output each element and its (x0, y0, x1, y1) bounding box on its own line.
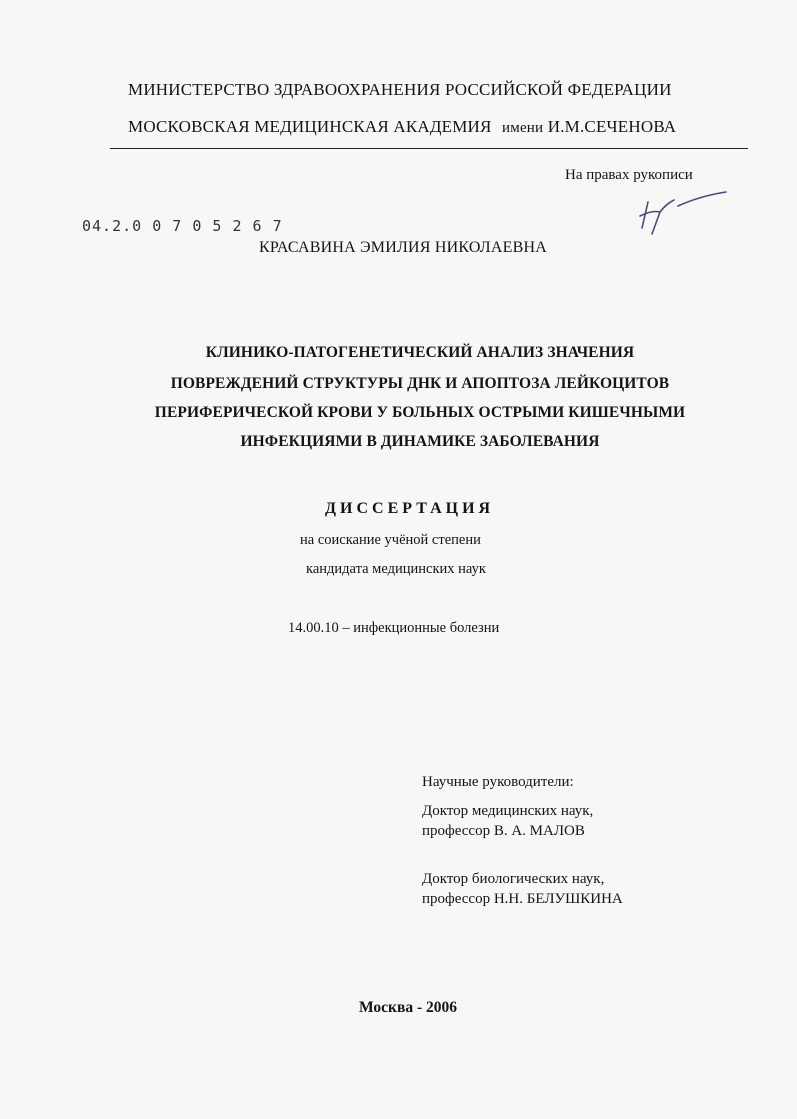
city-year: Москва - 2006 (359, 999, 458, 1016)
dissertation-label: ДИССЕРТАЦИЯ (325, 500, 495, 517)
title-line-3: ПЕРИФЕРИЧЕСКОЙ КРОВИ У БОЛЬНЫХ ОСТРЫМИ КИШЕЧНЫМИ (154, 404, 686, 421)
title-line-2: ПОВРЕЖДЕНИЙ СТРУКТУРЫ ДНК И АПОПТОЗА ЛЕЙКОЦИТОВ (170, 375, 670, 392)
academy-name: И.М.СЕЧЕНОВА (547, 117, 677, 136)
academy-header (128, 117, 676, 137)
supervisor-1-name: профессор В. А. МАЛОВ (422, 823, 585, 839)
supervisor-1-degree: Доктор медицинских наук, (422, 803, 594, 819)
academy-imeni: имени (502, 120, 544, 136)
academy-main: МОСКОВСКАЯ МЕДИЦИНСКАЯ АКАДЕМИЯ (128, 117, 492, 136)
rights-note: На правах рукописи (565, 167, 693, 183)
specialty: 14.00.10 – инфекционные болезни (288, 620, 500, 636)
title-line-4: ИНФЕКЦИЯМИ В ДИНАМИКЕ ЗАБОЛЕВАНИЯ (240, 433, 600, 450)
supervisors-heading: Научные руководители: (422, 774, 574, 790)
header-divider (110, 148, 748, 149)
author-name: КРАСАВИНА ЭМИЛИЯ НИКОЛАЕВНА (259, 239, 547, 256)
supervisor-2-degree: Доктор биологических наук, (422, 871, 605, 887)
title-line-1: КЛИНИКО-ПАТОГЕНЕТИЧЕСКИЙ АНАЛИЗ ЗНАЧЕНИЯ (205, 344, 635, 361)
degree-line-2: кандидата медицинских наук (306, 561, 486, 577)
supervisor-2-name: профессор Н.Н. БЕЛУШКИНА (422, 891, 623, 907)
signature-mark (630, 182, 730, 242)
ministry-header: МИНИСТЕРСТВО ЗДРАВООХРАНЕНИЯ РОССИЙСКОЙ ФЕДЕРАЦИИ (128, 80, 672, 99)
degree-line-1: на соискание учёной степени (300, 532, 481, 548)
stamp-code: 04.2.0 0 7 0 5 2 6 7 (82, 217, 283, 235)
